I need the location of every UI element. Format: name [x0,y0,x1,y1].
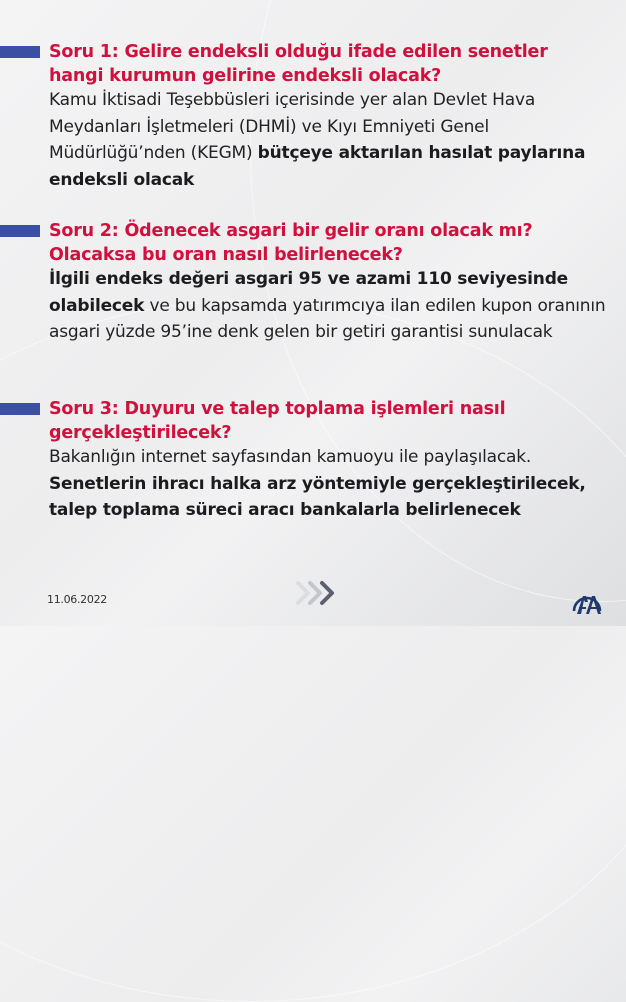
question-title [49,40,609,88]
answer-normal-text: ve bu kapsamda yatırımcıya ilan edilen kupon oranının asgari yüzde 95’ine denk gelen bir getiri garantisi sunulacak [49,295,606,342]
answer-normal-text: Kamu İktisadi Teşebbüsleri içerisinde yer alan Devlet Hava Meydanları İşletmeleri (DHMİ) ve Kıyı Emniyeti Genel Müdürlüğü’nden (KEGM) [49,90,536,163]
question-title-line: gerçekleştirilecek? [49,423,232,443]
aa-logo-icon [571,587,603,619]
answer-normal-text: Bakanlığın internet sayfasından kamuoyu ile paylaşılacak. [49,447,532,467]
question-title-line: Soru 3: Duyuru ve talep toplama işlemleri nasıl [49,399,506,419]
publish-date: 11.06.2022 [47,593,107,606]
question-title-line: Olacaksa bu oran nasıl belirlenecek? [49,245,403,265]
answer-bold-text: İlgili endeks değeri asgari 95 ve azami 110 seviyesinde olabilecek [49,269,569,316]
answer-text [49,266,619,346]
section-marker-bar [0,403,40,415]
answer-bold-text: Senetlerin ihracı halka arz yöntemiyle gerçekleştirilecek, talep toplama süreci aracı bankalarla belirlenecek [49,473,586,520]
section-marker-bar [0,225,40,237]
question-title-line: Soru 1: Gelire endeksli olduğu ifade edilen senetler [49,42,548,62]
section-marker-bar [0,46,40,58]
question-title [49,397,609,445]
answer-text [49,87,619,193]
answer-bold-text: bütçeye aktarılan hasılat paylarına endeksli olacak [49,143,586,190]
answer-text [49,444,619,524]
question-title [49,219,609,267]
question-title-line: Soru 2: Ödenecek asgari bir gelir oranı olacak mı? [49,221,533,241]
question-title-line: hangi kurumun gelirine endeksli olacak? [49,66,442,86]
triple-chevron-right-icon [296,580,340,610]
